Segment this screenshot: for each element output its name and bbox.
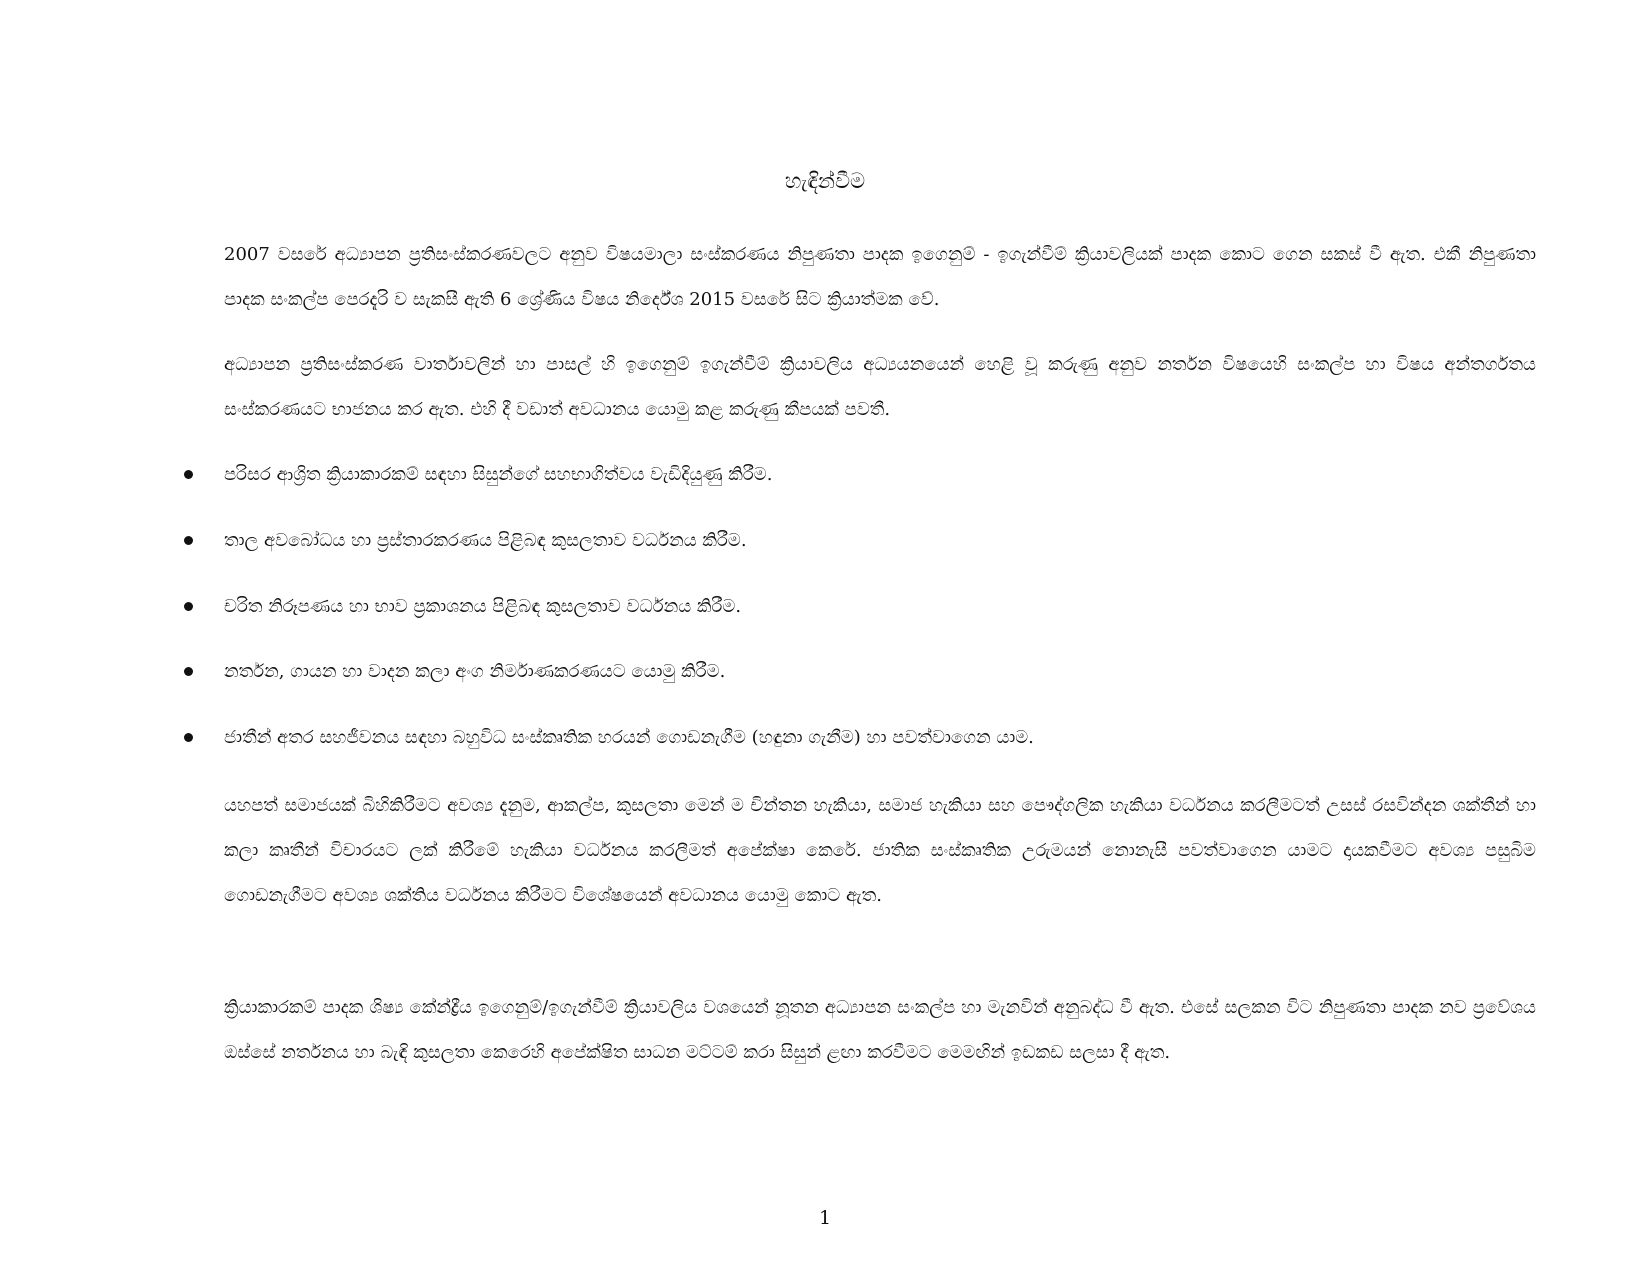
list-item-text: නර්තන, ගායන හා වාදන කලා අංග නිර්මාණකරණයට යොමු කිරීම. — [224, 661, 726, 682]
list-item-text: චරිත නිරූපණය හා භාව ප්‍රකාශනය පිළිබඳ කුසලතාව වර්ධනය කිරීම. — [224, 596, 742, 617]
list-item — [184, 657, 1524, 687]
list-item — [184, 460, 1524, 490]
bullet-icon — [184, 470, 193, 479]
intro-paragraph-2: අධ්‍යාපන ප්‍රතිසංස්කරණ වාර්තාවලින් හා පාසල් හි ඉගෙනුම් ඉගැන්වීම් ක්‍රියාවලිය අධ්‍යයනයෙන් හෙළි වූ කරුණු අනුව නර්තන විෂයෙහි සංකල්ප හා විෂය අන්තර්ගතය සංස්කරණයට භාජනය කර ඇත. එහි දී වඩාත් අවධානය යොමු කළ කරුණු කීපයක් පවතී. — [224, 354, 1536, 420]
list-item — [184, 723, 1524, 753]
list-item-text: පරිසර ආශ්‍රිත ක්‍රියාකාරකම් සඳහා සිසුන්ගේ සහභාගිත්වය වැඩිදියුණු කිරීම. — [224, 464, 773, 485]
bullet-icon — [184, 667, 193, 676]
page-number: 1 — [818, 1207, 832, 1229]
list-item — [184, 592, 1524, 622]
list-item-text: තාල අවබෝධය හා ප්‍රස්තාරකරණය පිළිබඳ කුසලතාව වර්ධනය කිරීම. — [224, 530, 747, 551]
bullet-icon — [184, 536, 193, 545]
list-item-text: ජාතීන් අතර සහජීවනය සඳහා බහුවිධ සංස්කෘතික හරයන් ගොඩනැගීම (හඳුනා ගැනීම) හා පවත්වාගෙන යාම. — [224, 727, 1034, 748]
bullet-icon — [184, 602, 193, 611]
list-item — [184, 526, 1524, 556]
closing-paragraph-2: ක්‍රියාකාරකම් පාදක ශිෂ්‍ය කේන්ද්‍රීය ඉගෙනුම්/ඉගැන්වීම් ක්‍රියාවලිය වශයෙන් නූතන අධ්‍යාපන සංකල්ප හා මැනවින් අනුබද්ධ වී ඇත. එසේ සලකන විට නිපුණතා පාදක නව ප්‍රවේශය ඔස්සේ නර්තනය හා බැඳි කුසලතා කෙරෙහි අපේක්ෂිත සාධන මට්ටම් කරා සිසුන් ළඟා කරවීමට මෙමඟින් ඉඩකඩ සලසා දී ඇත. — [224, 997, 1536, 1063]
bullet-icon — [184, 733, 193, 742]
page-title: හැඳින්වීම — [784, 169, 866, 193]
closing-paragraph-1: යහපත් සමාජයක් බිහිකිරීමට අවශ්‍ය දැනුම, ආකල්ප, කුසලතා මෙන් ම චින්තන හැකියා, සමාජ හැකියා සහ පෞද්ගලික හැකියා වර්ධනය කරලීමටත් උසස් රසවින්දන ශක්තීන් හා කලා කෘතීන් විචාරයට ලක් කිරීමේ හැකියා වර්ධනය කරලීමත් අපේක්ෂා කෙරේ. ජාතික සංස්කෘතික උරුමයන් නොනැසී පවත්වාගෙන යාමට දායකවීමට අවශ්‍ය පසුබිම ගොඩනැගීමට අවශ්‍ය ශක්තිය වර්ධනය කිරීමට විශේෂයෙන් අවධානය යොමු කොට ඇත. — [224, 795, 1536, 906]
intro-paragraph-1: 2007 වසරේ අධ්‍යාපන ප්‍රතිසංස්කරණවලට අනුව විෂයමාලා සංස්කරණය නිපුණතා පාදක ඉගෙනුම් - ඉගැන්වීම් ක්‍රියාවලියක් පාදක කොට ගෙන සකස් වී ඇත. එකී නිපුණතා පාදක සංකල්ප පෙරදැරි ව සැකසී ඇති 6 ශ්‍රේණිය විෂය නිර්දේශ 2015 වසරේ සිට ක්‍රියාත්මක වේ. — [224, 244, 1536, 310]
